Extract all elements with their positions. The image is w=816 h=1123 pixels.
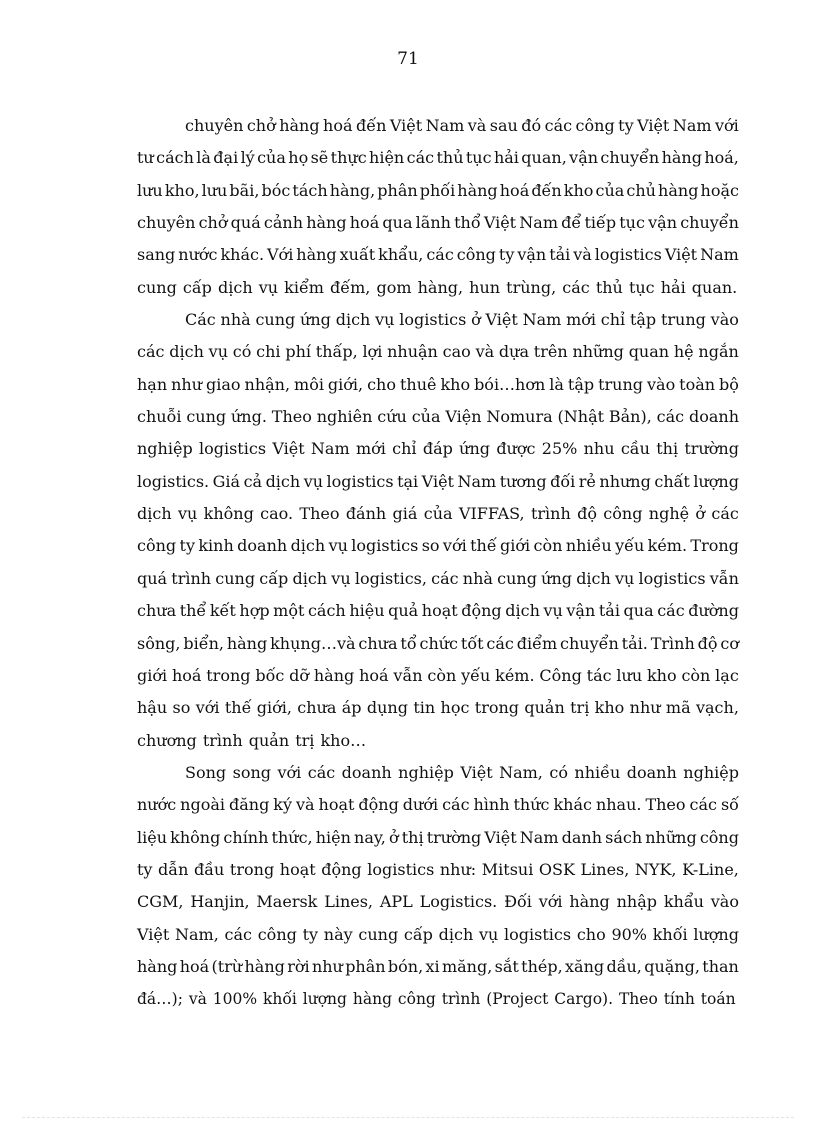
text-line: đá…); và 100% khối lượng hàng công trình (Project Cargo). Theo tính toán [137,990,736,1009]
text-line: cung cấp dịch vụ kiểm đếm, gom hàng, hun trùng, các thủ tục hải quan. [137,277,738,297]
text-line: giới hoá trong bốc dỡ hàng hoá vẫn còn yếu kém. Công tác lưu kho còn lạc [137,665,739,685]
text-line: hàng hoá (trừ hàng rời như phân bón, xi măng, sắt thép, xăng dầu, quặng, than [137,956,739,976]
text-line: Việt Nam, các công ty này cung cấp dịch vụ logistics cho 90% khối lượng [137,924,739,944]
text-line: Các nhà cung ứng dịch vụ logistics ở Việt Nam mới chỉ tập trung vào [185,310,739,330]
text-line: các dịch vụ có chi phí thấp, lợi nhuận cao và dựa trên những quan hệ ngắn [137,342,739,362]
text-line: hậu so với thế giới, chưa áp dụng tin học trong quản trị kho như mã vạch, [137,698,739,718]
page-number: 71 [397,49,419,69]
text-line: chuyên chở quá cảnh hàng hoá qua lãnh thổ Việt Nam để tiếp tục vận chuyển [137,213,739,233]
text-line: chưa thể kết hợp một cách hiệu quả hoạt động dịch vụ vận tải qua các đường [137,601,739,621]
text-line: nước ngoài đăng ký và hoạt động dưới các hình thức khác nhau. Theo các số [137,795,739,815]
text-line: liệu không chính thức, hiện nay, ở thị trường Việt Nam danh sách những công [137,827,739,847]
text-line: chương trình quản trị kho… [137,730,367,750]
page-bottom-divider [22,1117,794,1118]
text-line: dịch vụ không cao. Theo đánh giá của VIFFAS, trình độ công nghệ ở các [137,504,739,524]
text-line: logistics. Giá cả dịch vụ logistics tại Việt Nam tương đối rẻ nhưng chất lượng [137,471,739,491]
body-text [137,110,739,1016]
text-line: tư cách là đại lý của họ sẽ thực hiện các thủ tục hải quan, vận chuyển hàng hoá, [137,148,739,168]
text-line: quá trình cung cấp dịch vụ logistics, các nhà cung ứng dịch vụ logistics vẫn [137,568,739,588]
text-line: lưu kho, lưu bãi, bóc tách hàng, phân phối hàng hoá đến kho của chủ hàng hoặc [137,180,739,200]
text-line: nghiệp logistics Việt Nam mới chỉ đáp ứng được 25% nhu cầu thị trường [137,439,739,459]
text-line: sang nước khác. Với hàng xuất khẩu, các công ty vận tải và logistics Việt Nam [137,245,739,265]
text-line: chuyên chở hàng hoá đến Việt Nam và sau đó các công ty Việt Nam với [185,116,739,135]
text-line: hạn như giao nhận, môi giới, cho thuê kho bói…hơn là tập trung vào toàn bộ [137,374,739,394]
text-line: sông, biển, hàng khụng…và chưa tổ chức tốt các điểm chuyển tải. Trình độ cơ [137,633,739,653]
text-line: công ty kinh doanh dịch vụ logistics so với thế giới còn nhiều yếu kém. Trong [137,536,739,556]
text-line: CGM, Hanjin, Maersk Lines, APL Logistics. Đối với hàng nhập khẩu vào [137,892,739,912]
text-line: chuỗi cung ứng. Theo nghiên cứu của Viện Nomura (Nhật Bản), các doanh [137,407,739,427]
text-line: ty dẫn đầu trong hoạt động logistics như: Mitsui OSK Lines, NYK, K-Line, [137,859,739,879]
text-line: Song song với các doanh nghiệp Việt Nam, có nhiều doanh nghiệp [185,762,739,782]
